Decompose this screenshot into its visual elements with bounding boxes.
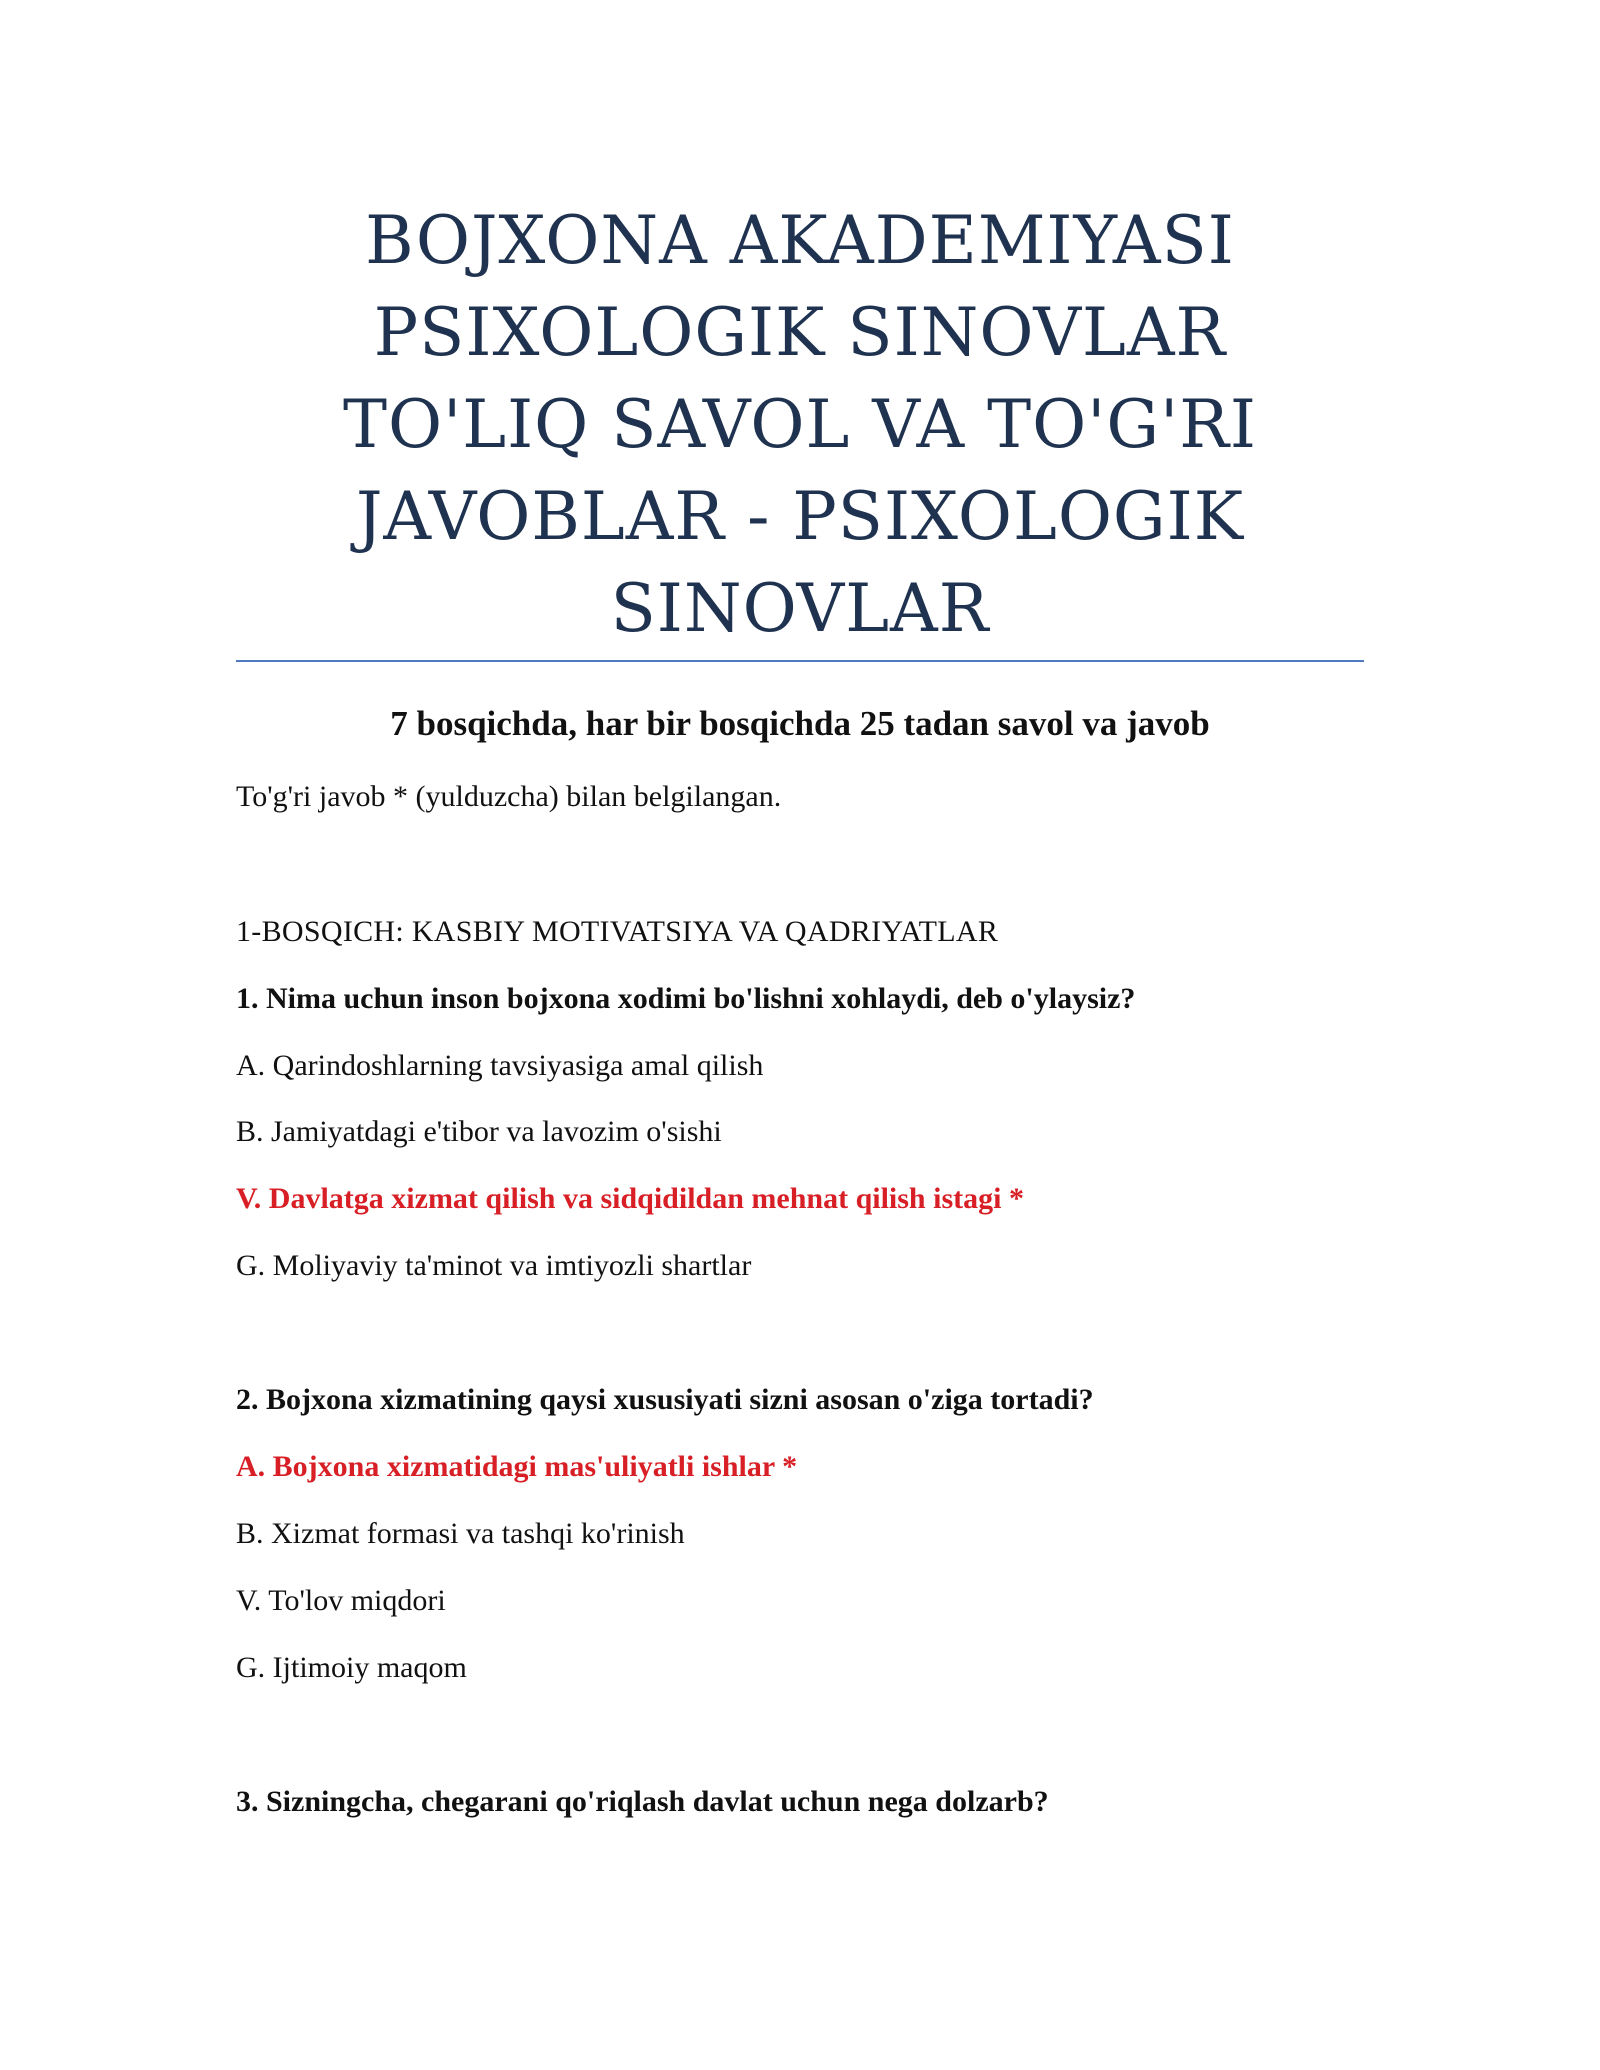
- question-2: 2. Bojxona xizmatining qaysi xususiyati sizni asosan o'ziga tortadi?: [236, 1383, 1094, 1416]
- answer-key-note: To'g'ri javob * (yulduzcha) bilan belgilangan.: [236, 780, 782, 813]
- document-subtitle: 7 bosqichda, har bir bosqichda 25 tadan savol va javob: [390, 704, 1210, 743]
- title-line: JAVOBLAR - PSIXOLOGIK: [355, 478, 1245, 555]
- question-2-option-v: V. To'lov miqdori: [236, 1584, 446, 1617]
- title-line: TO'LIQ SAVOL VA TO'G'RI: [343, 386, 1257, 463]
- question-1-option-a: A. Qarindoshlarning tavsiyasiga amal qilish: [236, 1049, 764, 1082]
- title-line: BOJXONA AKADEMIYASI: [365, 202, 1235, 279]
- question-2-option-a-correct: A. Bojxona xizmatidagi mas'uliyatli ishlar *: [236, 1450, 798, 1483]
- question-3: 3. Sizningcha, chegarani qo'riqlash davlat uchun nega dolzarb?: [236, 1785, 1049, 1818]
- question-1-option-b: B. Jamiyatdagi e'tibor va lavozim o'sishi: [236, 1115, 722, 1148]
- question-1: 1. Nima uchun inson bojxona xodimi bo'lishni xohlaydi, deb o'ylaysiz?: [236, 982, 1136, 1015]
- question-2-option-g: G. Ijtimoiy maqom: [236, 1651, 467, 1684]
- title-line: PSIXOLOGIK SINOVLAR: [373, 294, 1227, 371]
- title-line: SINOVLAR: [610, 570, 990, 647]
- question-2-option-b: B. Xizmat formasi va tashqi ko'rinish: [236, 1517, 685, 1550]
- question-1-option-g: G. Moliyaviy ta'minot va imtiyozli shartlar: [236, 1249, 752, 1282]
- title-divider: [236, 660, 1364, 662]
- question-1-option-v-correct: V. Davlatga xizmat qilish va sidqidildan mehnat qilish istagi *: [236, 1182, 1024, 1215]
- document-title: [236, 195, 1364, 655]
- section-heading: 1-BOSQICH: KASBIY MOTIVATSIYA VA QADRIYATLAR: [236, 915, 999, 948]
